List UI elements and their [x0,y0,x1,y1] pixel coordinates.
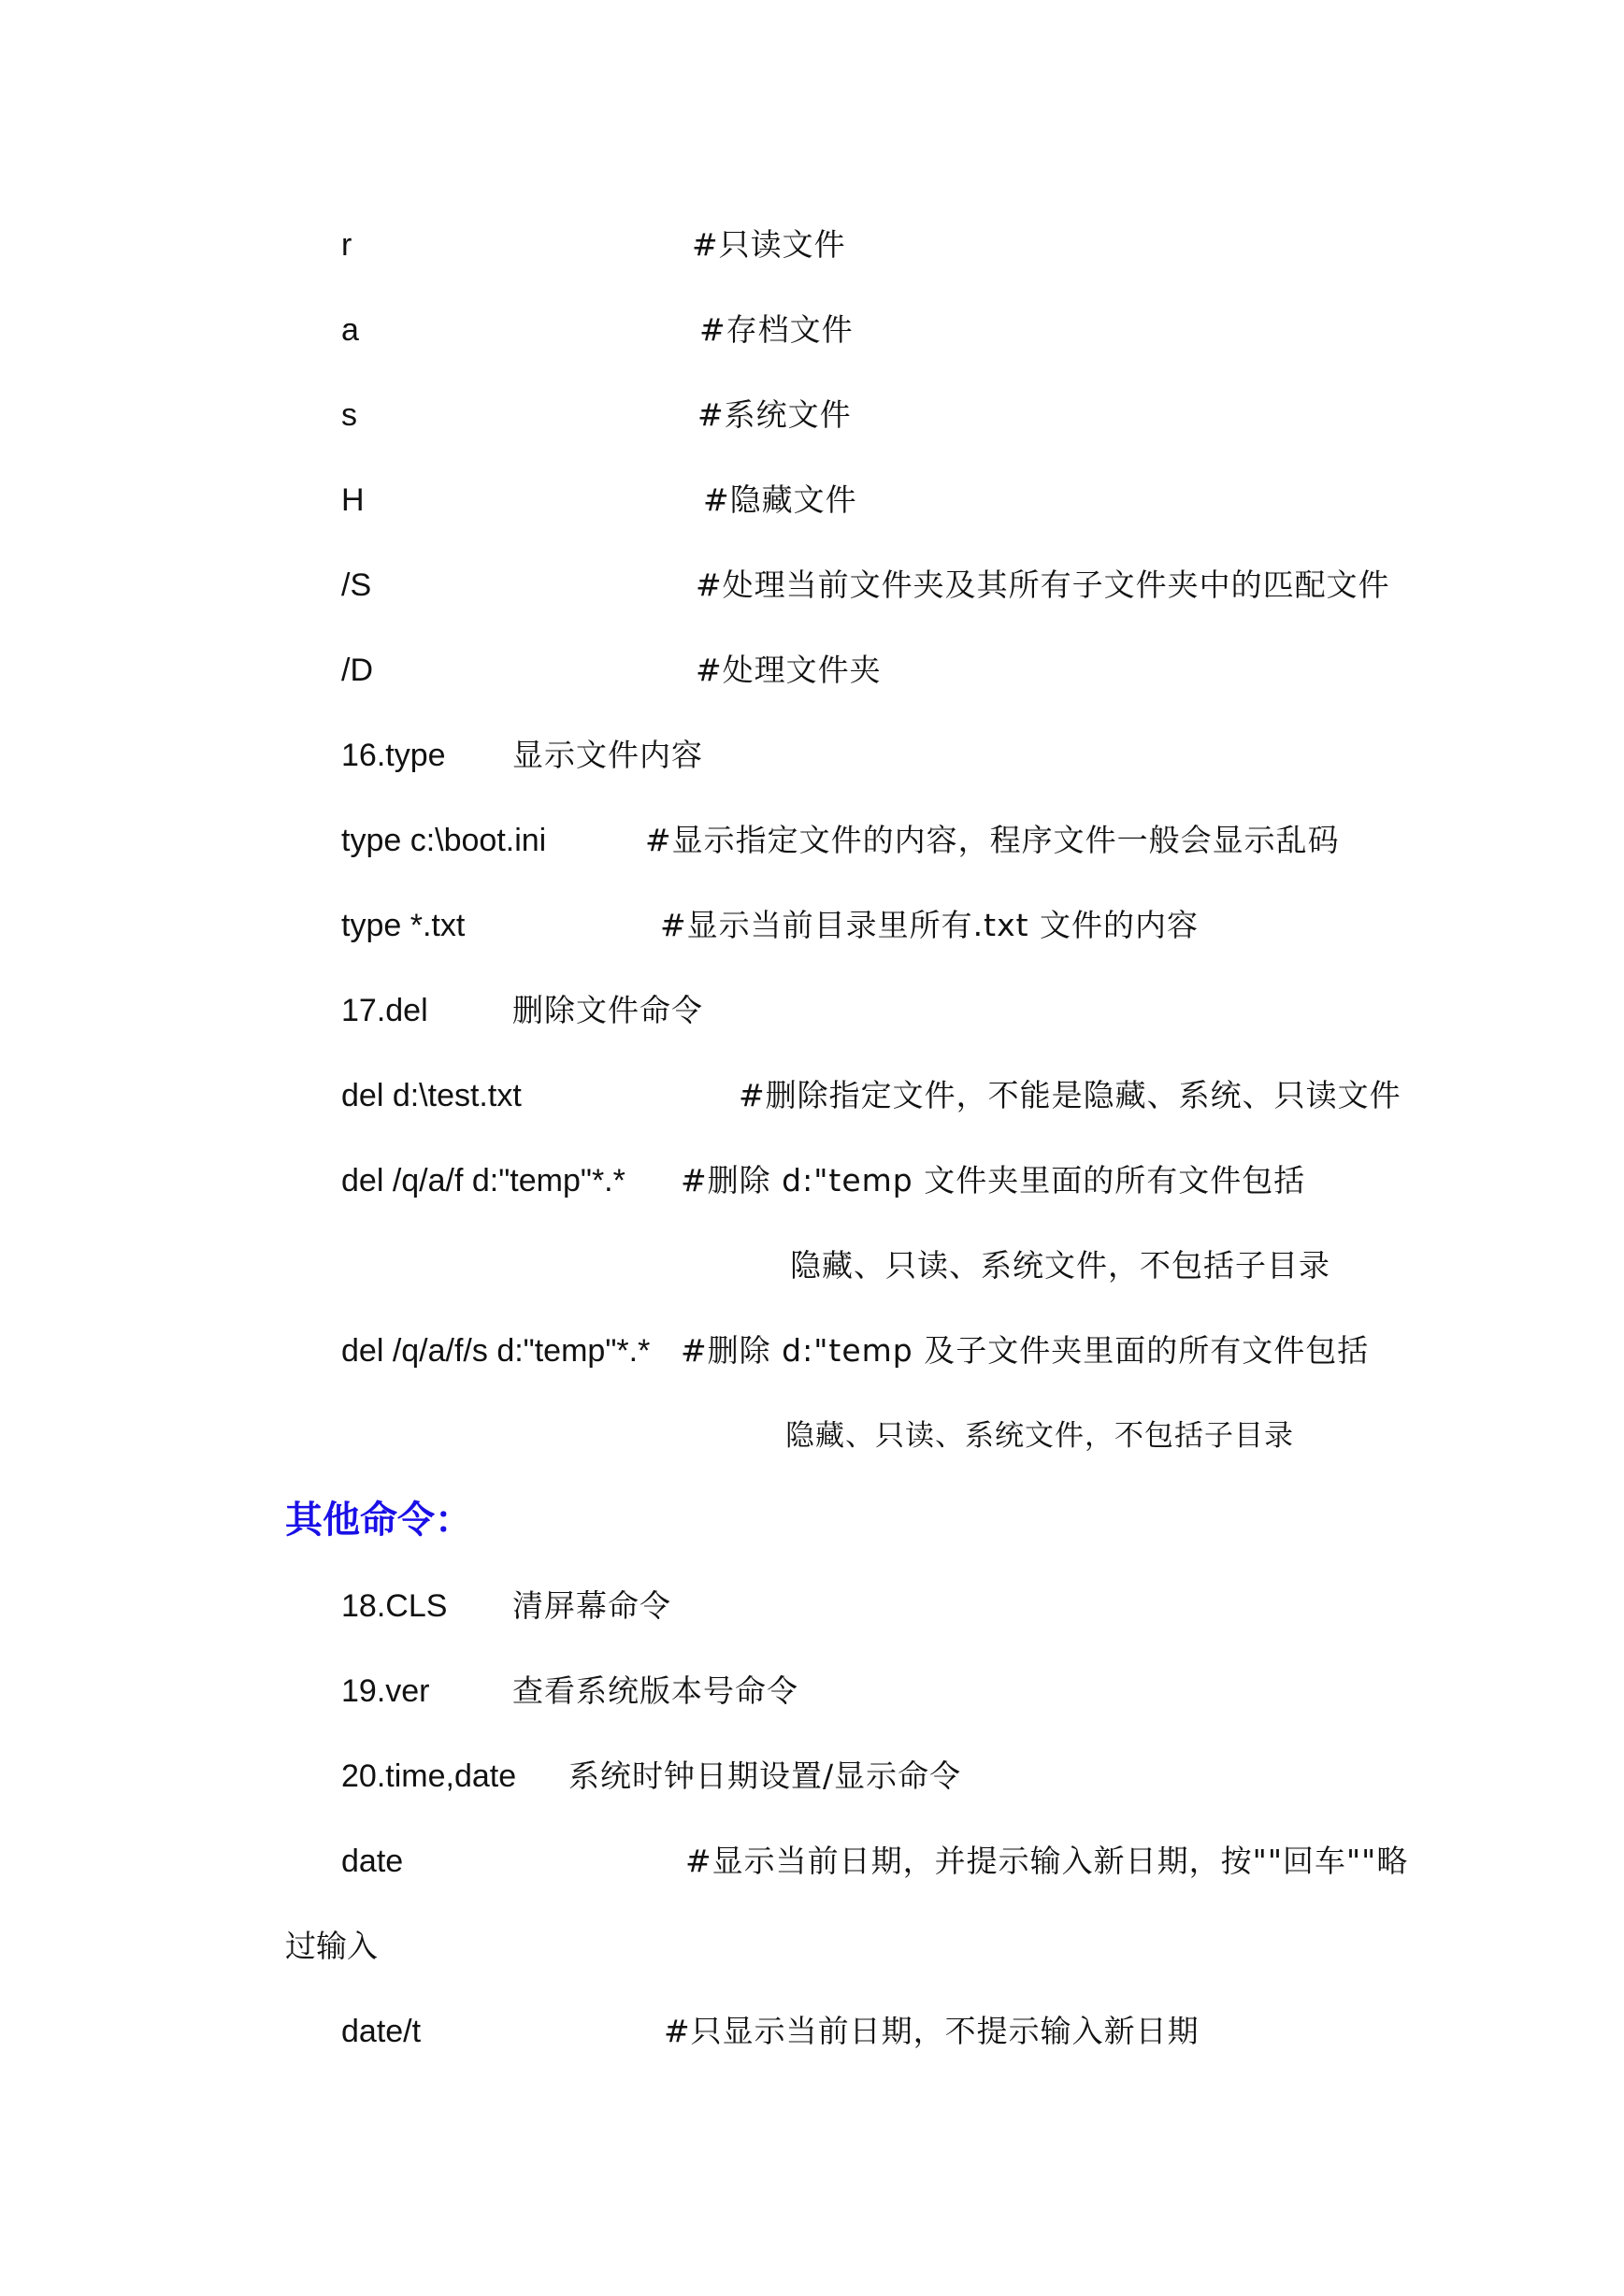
comment-text: 查看系统版本号命令 [512,1672,798,1709]
command-text: a [341,312,359,348]
command-text: del /q/a/f/s d:"temp"*.* [341,1333,651,1369]
command-text: 20.time,date [341,1758,517,1794]
command-text: 16.type [341,738,446,773]
section-row-time-date [0,1748,1624,1804]
command-text: r [341,227,352,263]
comment-text: #只读文件 [692,226,846,263]
example-row-del-temp-subdirs [0,1323,1624,1379]
command-text: /S [341,567,372,603]
comment-text: #显示当前目录里所有.txt 文件的内容 [660,907,1200,943]
continuation-row [0,1408,1624,1464]
command-text: H [341,482,365,518]
command-text: 18.CLS [341,1588,448,1624]
continuation-row [0,1238,1624,1294]
comment-text: 系统时钟日期设置/显示命令 [568,1758,962,1794]
comment-text: #系统文件 [697,396,852,433]
example-row-type-txt [0,897,1624,954]
command-text: date/t [341,2014,422,2049]
attr-row-r [0,217,1624,273]
command-text: 17.del [341,993,428,1028]
section-row-del [0,983,1624,1039]
command-text: del /q/a/f d:"temp"*.* [341,1163,625,1198]
command-text: /D [341,653,373,688]
section-row-ver [0,1663,1624,1719]
command-text: 19.ver [341,1673,430,1709]
comment-text: 清屏幕命令 [512,1587,671,1624]
example-row-del-test [0,1068,1624,1124]
example-row-date [0,1833,1624,1889]
command-text: s [341,397,357,433]
switch-row-d [0,642,1624,698]
comment-text: #删除指定文件，不能是隐藏、系统、只读文件 [739,1077,1401,1113]
command-text: date [341,1844,404,1879]
comment-text: #处理文件夹 [696,652,882,688]
attr-row-h [0,472,1624,528]
switch-row-s [0,557,1624,613]
comment-text: #处理当前文件夹及其所有子文件夹中的匹配文件 [696,567,1390,603]
wrapped-text-row [0,1918,1624,1974]
comment-text: 隐藏、只读、系统文件，不包括子目录 [790,1247,1330,1284]
wrapped-text: 过输入 [285,1928,378,1964]
comment-text: 隐藏、只读、系统文件，不包括子目录 [785,1419,1294,1453]
command-text: del d:\test.txt [341,1078,522,1113]
section-heading-row [0,1492,1624,1548]
command-text: type *.txt [341,908,466,943]
section-heading: 其他命令： [285,1499,472,1542]
command-text: type c:\boot.ini [341,823,547,858]
comment-text: #删除 d:"temp 及子文件夹里面的所有文件包括 [681,1332,1370,1369]
comment-text: 删除文件命令 [512,992,703,1028]
example-row-type-bootini [0,812,1624,868]
comment-text: 显示文件内容 [512,737,703,773]
example-row-date-t [0,2003,1624,2059]
attr-row-s [0,387,1624,443]
comment-text: #存档文件 [699,311,854,348]
example-row-del-temp [0,1153,1624,1209]
comment-text: #隐藏文件 [703,481,857,518]
section-row-cls [0,1578,1624,1634]
comment-text: #只显示当前日期，不提示输入新日期 [664,2013,1200,2049]
comment-text: #显示当前日期，并提示输入新日期，按""回车""略 [685,1843,1409,1879]
section-row-type [0,727,1624,783]
comment-text: #显示指定文件的内容，程序文件一般会显示乱码 [645,822,1340,858]
attr-row-a [0,302,1624,358]
comment-text: #删除 d:"temp 文件夹里面的所有文件包括 [681,1162,1306,1198]
